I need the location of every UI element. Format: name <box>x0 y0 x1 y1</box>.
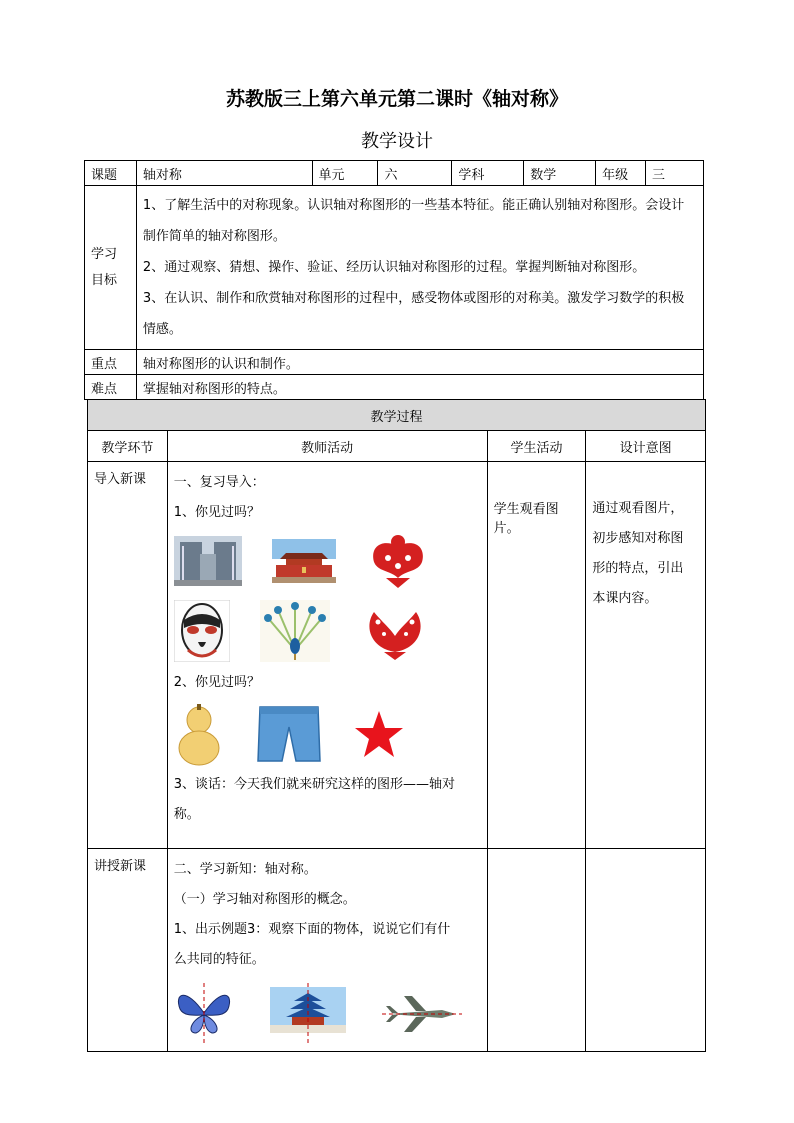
new-line-1: 二、学习新知：轴对称。 <box>173 862 317 877</box>
objective-2: 2、通过观察、猜想、操作、验证、经历认识轴对称图形的过程。掌握判断轴对称图形。 <box>142 260 646 275</box>
objectives-label <box>85 186 137 350</box>
objectives-content <box>136 186 703 350</box>
gourd-icon <box>174 702 224 766</box>
intro-line-1: 一、复习导入： <box>173 475 265 490</box>
airplane-icon <box>382 992 462 1036</box>
lesson-info-table <box>84 160 704 400</box>
design-intent-new <box>586 849 706 1052</box>
objectives-label-line-1: 学习 <box>91 246 118 262</box>
intent-line-1: 通过观看图片， <box>592 501 684 516</box>
stage-new-lesson: 讲授新课 <box>88 849 168 1052</box>
tiananmen-icon <box>272 539 336 583</box>
grade-label: 年级 <box>596 161 646 186</box>
document-subtitle: 教学设计 <box>361 131 433 152</box>
objectives-label-line-2: 目标 <box>91 272 118 288</box>
intent-line-2: 初步感知对称图 <box>592 531 684 546</box>
teacher-activity-new <box>167 849 487 1052</box>
student-activity-new <box>487 849 586 1052</box>
difficulty-label: 难点 <box>85 375 137 400</box>
intro-line-4a: 3、谈话：今天我们就来研究这样的图形——轴对 <box>173 777 456 792</box>
picture-row-1 <box>174 532 481 590</box>
picture-row-4 <box>174 983 481 1045</box>
opera-mask-icon <box>174 600 230 662</box>
difficulty-value: 掌握轴对称图形的特点。 <box>136 375 703 400</box>
unit-value: 六 <box>378 161 452 186</box>
document-title: 苏教版三上第六单元第二课时《轴对称》 <box>225 88 568 110</box>
papercut-fish-icon <box>360 602 430 660</box>
column-intent: 设计意图 <box>586 431 706 462</box>
stage-intro: 导入新课 <box>88 462 168 849</box>
process-heading: 教学过程 <box>88 400 706 431</box>
teaching-process-table <box>87 399 706 1052</box>
shorts-icon <box>256 703 322 765</box>
student-activity-intro: 学生观看图片。 <box>487 462 586 849</box>
new-line-3b: 么共同的特征。 <box>173 952 265 967</box>
topic-label: 课题 <box>85 161 137 186</box>
building-icon <box>174 536 242 586</box>
column-stage: 教学环节 <box>88 431 168 462</box>
column-teacher: 教师活动 <box>167 431 487 462</box>
intent-line-4: 本课内容。 <box>592 591 658 606</box>
picture-row-3 <box>174 702 481 766</box>
intro-line-4b: 称。 <box>173 807 200 822</box>
teacher-activity-intro <box>167 462 487 849</box>
subject-label: 学科 <box>452 161 524 186</box>
temple-icon <box>270 983 346 1045</box>
picture-row-2 <box>174 600 481 662</box>
intent-line-3: 形的特点，引出 <box>592 561 684 576</box>
key-point-label: 重点 <box>85 350 137 375</box>
new-line-2: （一）学习轴对称图形的概念。 <box>173 892 356 907</box>
column-student: 学生活动 <box>487 431 586 462</box>
grade-value: 三 <box>646 161 704 186</box>
intro-line-2: 1、你见过吗？ <box>173 505 261 520</box>
subject-value: 数学 <box>524 161 596 186</box>
butterfly-icon <box>174 983 234 1045</box>
red-star-icon <box>354 709 404 759</box>
new-line-3a: 1、出示例题3：观察下面的物体，说说它们有什 <box>173 922 451 937</box>
topic-value: 轴对称 <box>136 161 312 186</box>
unit-label: 单元 <box>312 161 378 186</box>
objective-3: 3、在认识、制作和欣赏轴对称图形的过程中，感受物体或图形的对称美。激发学习数学的积极情感。 <box>142 291 685 337</box>
intro-line-3: 2、你见过吗？ <box>173 675 261 690</box>
peacock-icon <box>260 600 330 662</box>
objective-1: 1、了解生活中的对称现象。认识轴对称图形的一些基本特征。能正确认别轴对称图形。会设计制作简单的轴对称图形。 <box>142 198 685 244</box>
papercut-bird-icon <box>366 532 430 590</box>
key-point-value: 轴对称图形的认识和制作。 <box>136 350 703 375</box>
design-intent-intro <box>586 462 706 849</box>
